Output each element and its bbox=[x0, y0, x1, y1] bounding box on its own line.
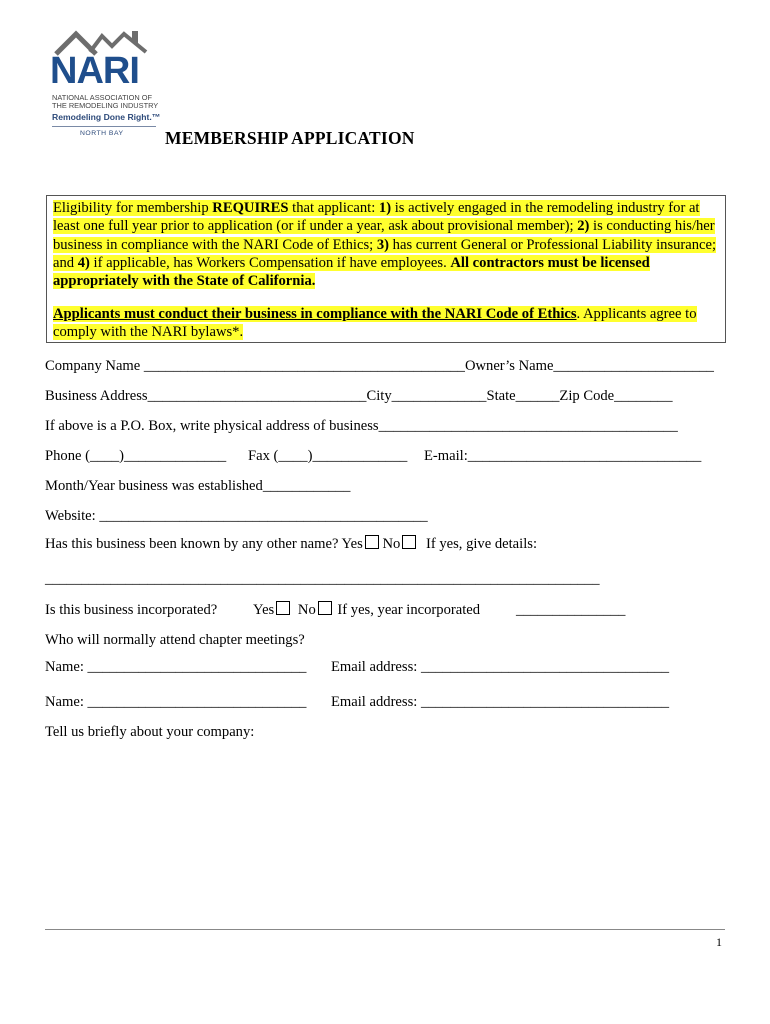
other-name-row bbox=[45, 535, 537, 553]
details-field[interactable]: ____________________________________________________________________________ bbox=[45, 571, 600, 587]
website-field[interactable]: Website: _____________________________________________ bbox=[45, 508, 428, 524]
fax-field[interactable]: Fax (____)_____________ bbox=[248, 448, 408, 464]
no-label: No bbox=[297, 602, 316, 618]
if-yes-year-label: If yes, year incorporated bbox=[337, 602, 481, 618]
incorporated-options bbox=[253, 601, 480, 619]
page-title: MEMBERSHIP APPLICATION bbox=[165, 128, 415, 148]
eligibility-text: Eligibility for membership REQUIRES that applicant: 1) is actively engaged in the remodeling industry for at least one full year prior to application (or if under a year, ask about provisional member); 2) is conducting his/her business in compliance with the NARI Code of Ethics; 3) has current General or Professional Liability insurance; and 4) if applicable, has Workers Compensation if have employees. All contractors must be licensed appropriately with the State of California. bbox=[53, 200, 717, 290]
no-label: No bbox=[382, 536, 401, 552]
logo-chapter: NORTH BAY bbox=[80, 130, 124, 137]
attendee-name-2[interactable]: Name: ______________________________ bbox=[45, 694, 307, 710]
incorporated-question: Is this business incorporated? bbox=[45, 602, 218, 618]
year-incorporated-field[interactable]: _______________ bbox=[516, 602, 626, 618]
incorporated-no-checkbox[interactable] bbox=[318, 601, 332, 615]
logo-org-line1: NATIONAL ASSOCIATION OF bbox=[52, 93, 153, 102]
logo-divider bbox=[52, 126, 156, 127]
email-field[interactable]: E-mail:________________________________ bbox=[424, 448, 702, 464]
nari-logo bbox=[50, 28, 162, 148]
other-name-no-checkbox[interactable] bbox=[402, 535, 416, 549]
attendee-name-1[interactable]: Name: ______________________________ bbox=[45, 659, 307, 675]
logo-tagline: Remodeling Done Right.™ bbox=[52, 112, 161, 122]
yes-label: Yes bbox=[253, 602, 275, 618]
logo-wordmark: NARI bbox=[50, 50, 139, 92]
if-yes-details-label: If yes, give details: bbox=[425, 536, 537, 552]
attendee-email-1[interactable]: Email address: __________________________________ bbox=[331, 659, 670, 675]
attendee-email-2[interactable]: Email address: __________________________________ bbox=[331, 694, 670, 710]
phone-field[interactable]: Phone (____)______________ bbox=[45, 448, 227, 464]
footer-rule bbox=[45, 929, 725, 930]
logo-org-line2: THE REMODELING INDUSTRY bbox=[52, 101, 159, 110]
other-name-yes-checkbox[interactable] bbox=[365, 535, 379, 549]
yes-label: Yes bbox=[341, 536, 363, 552]
other-name-question: Has this business been known by any other name? bbox=[45, 536, 339, 552]
company-owner-field[interactable]: Company Name ____________________________________________Owner’s Name______________________ bbox=[45, 358, 714, 374]
page-number: 1 bbox=[716, 935, 722, 949]
tell-us-label: Tell us briefly about your company: bbox=[45, 724, 255, 740]
incorporated-yes-checkbox[interactable] bbox=[276, 601, 290, 615]
address-field[interactable]: Business Address______________________________City_____________State______Zip Code________ bbox=[45, 388, 673, 404]
established-field[interactable]: Month/Year business was established____________ bbox=[45, 478, 351, 494]
code-of-ethics-text: Applicants must conduct their business in compliance with the NARI Code of Ethics. Applicants agree to comply with the NARI bylaws*. bbox=[53, 306, 697, 341]
po-box-field[interactable]: If above is a P.O. Box, write physical address of business_________________________________________ bbox=[45, 418, 678, 434]
attend-question: Who will normally attend chapter meetings? bbox=[45, 632, 305, 648]
